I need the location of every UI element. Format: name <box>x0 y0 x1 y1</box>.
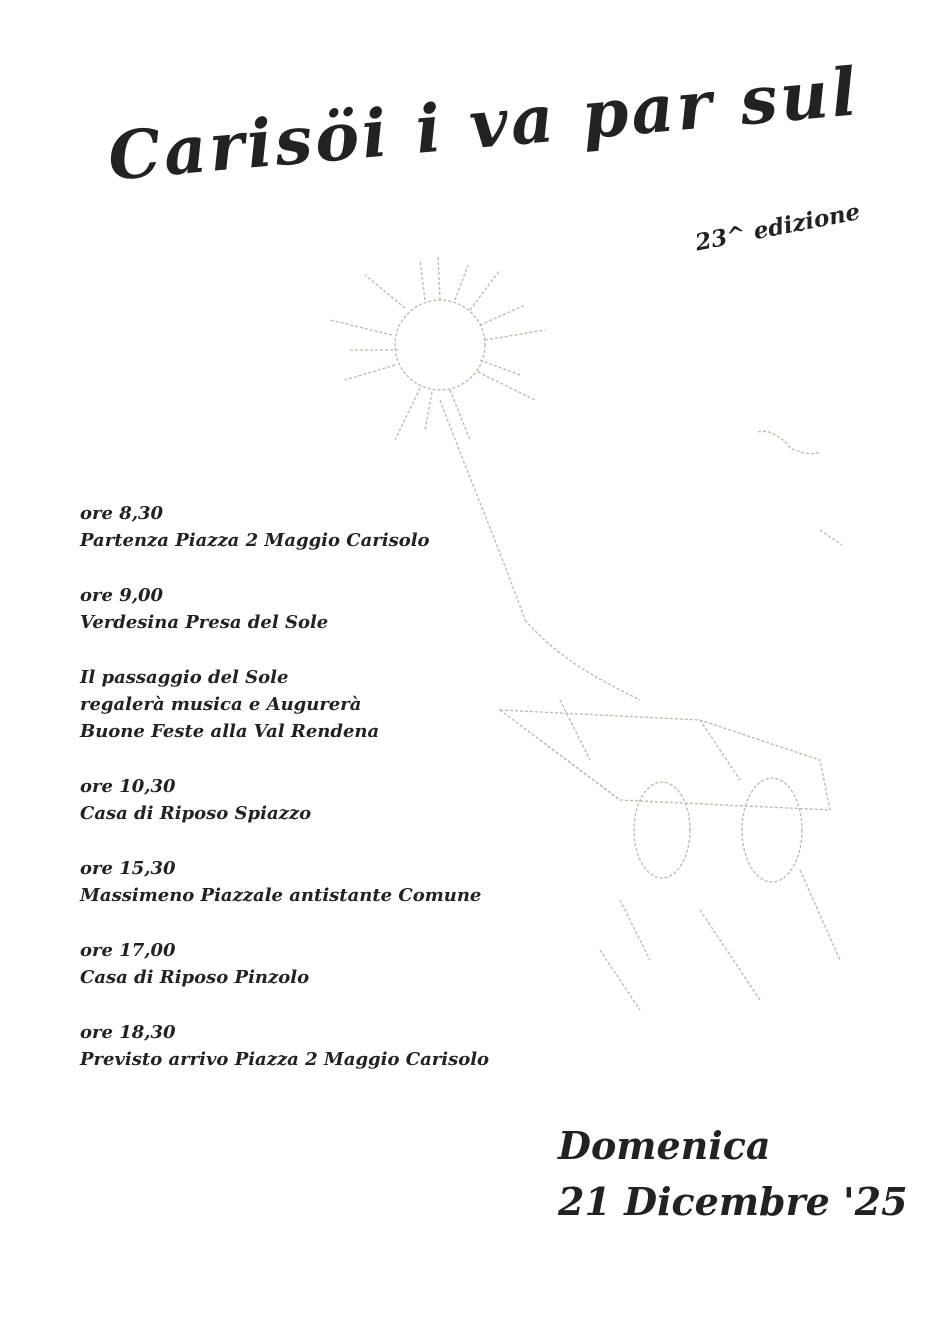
edition-label: 23^ edizione <box>693 198 863 257</box>
schedule-entry <box>80 855 600 909</box>
event-day: Domenica <box>558 1123 771 1168</box>
poster-title: Carisöi i va par sul <box>105 52 863 196</box>
entry-place: Casa di Riposo Pinzolo <box>80 967 310 988</box>
entry-place: Massimeno Piazzale antistante Comune <box>80 885 482 906</box>
entry-place: Casa di Riposo Spiazzo <box>80 803 312 824</box>
entry-time: ore 10,30 <box>80 776 176 797</box>
entry-time: ore 15,30 <box>80 858 176 879</box>
entry-time: ore 9,00 <box>80 585 164 606</box>
entry-time: ore 18,30 <box>80 1022 176 1043</box>
schedule-entry <box>80 937 600 991</box>
event-full-date: 21 Dicembre '25 <box>558 1179 908 1224</box>
schedule-note <box>80 664 600 745</box>
schedule-entry <box>80 1019 600 1073</box>
note-line: regalerà musica e Augurerà <box>80 694 362 715</box>
schedule-entry <box>80 500 600 554</box>
schedule-entry <box>80 582 600 636</box>
schedule-entry <box>80 773 600 827</box>
event-date <box>558 1118 908 1230</box>
entry-place: Previsto arrivo Piazza 2 Maggio Carisolo <box>80 1049 490 1070</box>
entry-place: Partenza Piazza 2 Maggio Carisolo <box>80 530 430 551</box>
entry-time: ore 17,00 <box>80 940 176 961</box>
schedule-list <box>80 500 600 1073</box>
note-line: Il passaggio del Sole <box>80 667 289 688</box>
entry-time: ore 8,30 <box>80 503 164 524</box>
note-line: Buone Feste alla Val Rendena <box>80 721 380 742</box>
entry-place: Verdesina Presa del Sole <box>80 612 329 633</box>
